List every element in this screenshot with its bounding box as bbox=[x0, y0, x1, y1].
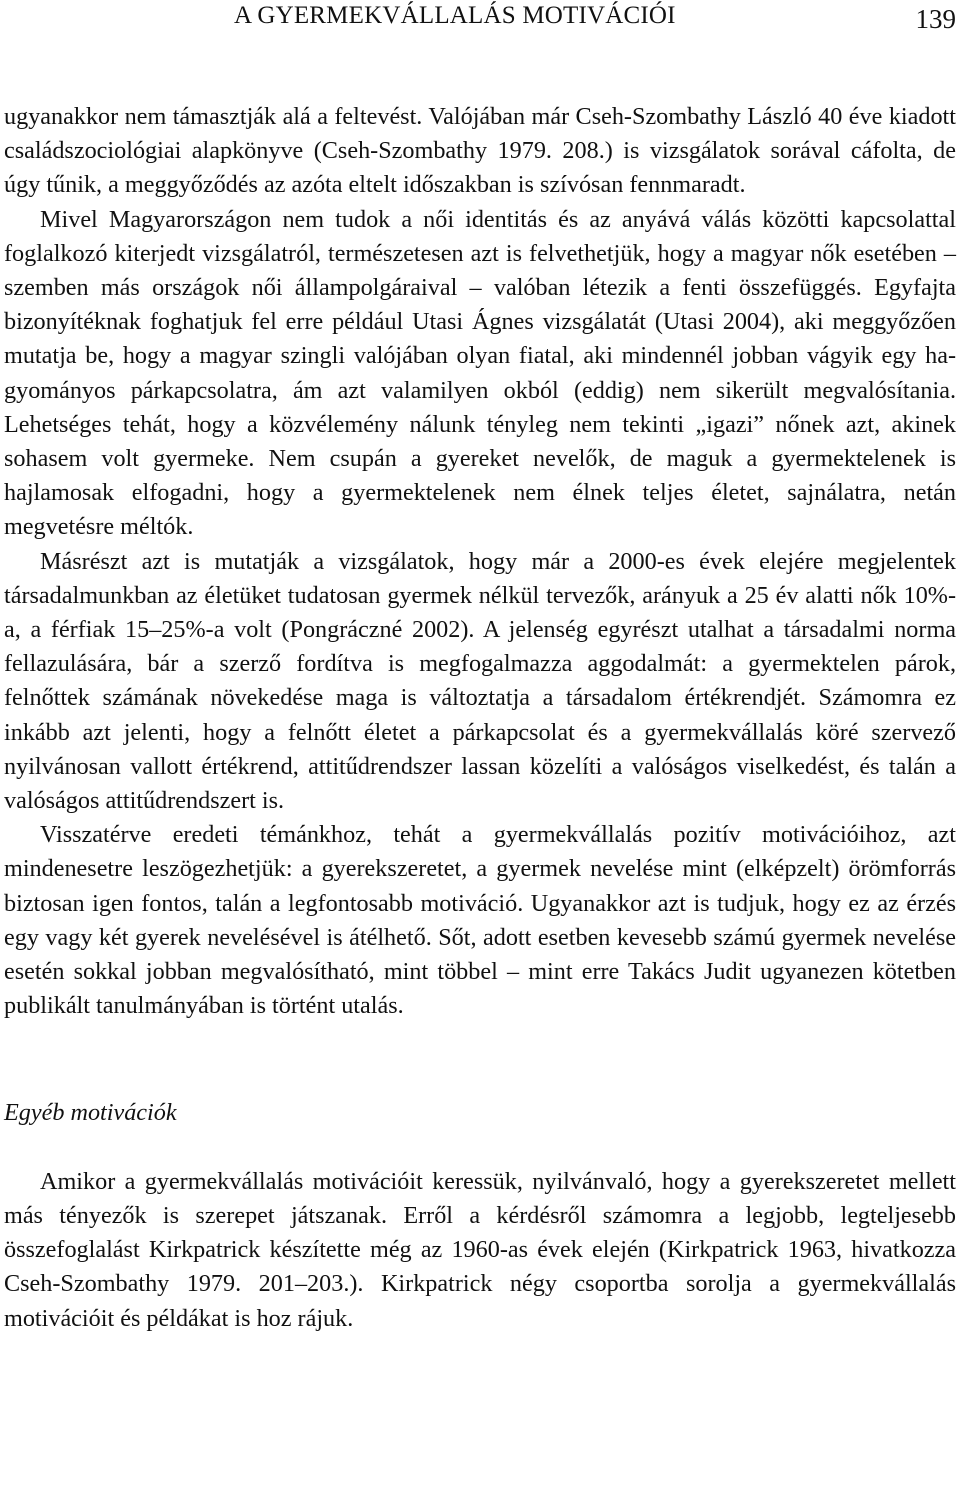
body-text bbox=[4, 100, 956, 1336]
section-spacer bbox=[4, 1131, 956, 1165]
running-header bbox=[4, 0, 956, 44]
book-page bbox=[4, 0, 956, 1332]
paragraph: Másrészt azt is mutatják a vizsgálatok, hogy már a 2000-es évek elejére megjelentek társadalmunkban az életüket tudatosan gyermek nélkül tervezők, arányuk a 25 év alatti nők 10%-a, a férfiak 15–25%-a volt (Pongráczné 2002). A jelenség egyrészt utalhat a társadalmi norma fellazulására, bár a szerző fordítva is megfogalmazza aggodalmát: a gyermektelen párok, felnőttek számának növekedése maga is változtatja a társadalom értékrendjét. Számomra ez inkább azt jelenti, hogy a felnőtt életet a párkapcsolat és a gyermekvállalás köré szervező nyilvánosan vallott értékrend, attitűdrendszer lassan közelíti a valóságos viselkedést, és talán a valóságos attitűdrendszert is. bbox=[4, 547, 956, 815]
paragraph: Amikor a gyermekvállalás motivációit keressük, nyilvánvaló, hogy a gyerekszeretet mellett más tényezők is szerepet játszanak. Erről a kérdésről számomra a legjobb, legteljesebb összefoglalást Kirkpatrick készítette még az 1960-as évek elején (Kirkpatrick 1963, hivatkozza Cseh-Szombathy 1979. 201–203.). Kirkpatrick négy csoportba sorolja a gyermekvállalás motivációit és példákat is hoz rájuk. bbox=[4, 1167, 956, 1332]
paragraph-continuation: ugyanakkor nem támasztják alá a feltevést. Valójában már Cseh-Szombathy László 40 éve kiadott családszociológiai alapkönyve (Cseh-Szombathy 1979. 208.) is vizsgálatok sorával cáfolta, de úgy tűnik, a meggyőződés az azóta eltelt időszakban is szívósan fennmaradt. bbox=[4, 103, 956, 199]
running-title: A GYERMEKVÁLLALÁS MOTIVÁCIÓI bbox=[234, 2, 676, 29]
section-spacer bbox=[4, 1023, 956, 1096]
paragraph: Mivel Magyarországon nem tudok a női identitás és az anyává válás közötti kapcsolattal foglalkozó kiterjedt vizsgálatról, természetesen azt is felvethetjük, hogy a magyar nők esetében – szemben más országok női állampolgáraival – valóban létezik a fenti összefüggés. Egyfajta bizonyítéknak foghatjuk fel erre például Utasi Ágnes vizsgálatát (Utasi 2004), aki meggyőzően mutatja be, hogy a magyar szingli valójában olyan fiatal, aki mindennél jobban vágyik egy hagyományos párkapcsolatra, ám azt valamilyen okból (eddig) nem sikerült megvalósítania. Lehetséges tehát, hogy a közvélemény nálunk tényleg nem tekinti „igazi” nőnek azt, akinek sohasem volt gyermeke. Nem csupán a gyereket nevelők, de maguk a gyermektelenek is hajlamosak elfogadni, hogy a gyermektelenek nem élnek teljes életet, sajnálatra, netán megvetésre méltók. bbox=[4, 205, 956, 541]
page-number: 139 bbox=[915, 4, 956, 34]
section-heading: Egyéb motivációk bbox=[4, 1099, 177, 1127]
paragraph: Visszatérve eredeti témánkhoz, tehát a gyermekvállalás pozitív motivációihoz, azt mindenesetre leszögezhetjük: a gyerekszeretet, a gyermek nevelése mint (elképzelt) örömforrás biztosan igen fontos, talán a legfontosabb motiváció. Ugyanakkor azt is tudjuk, hogy ez az érzés egy vagy két gyerek nevelésével is átélhető. Sőt, adott esetben kevesebb számú gyermek nevelése esetén sokkal jobban megvalósítható, mint többel – mint erre Takács Judit ugyanezen kötetben publikált tanulmányában is történt utalás. bbox=[4, 821, 956, 1020]
